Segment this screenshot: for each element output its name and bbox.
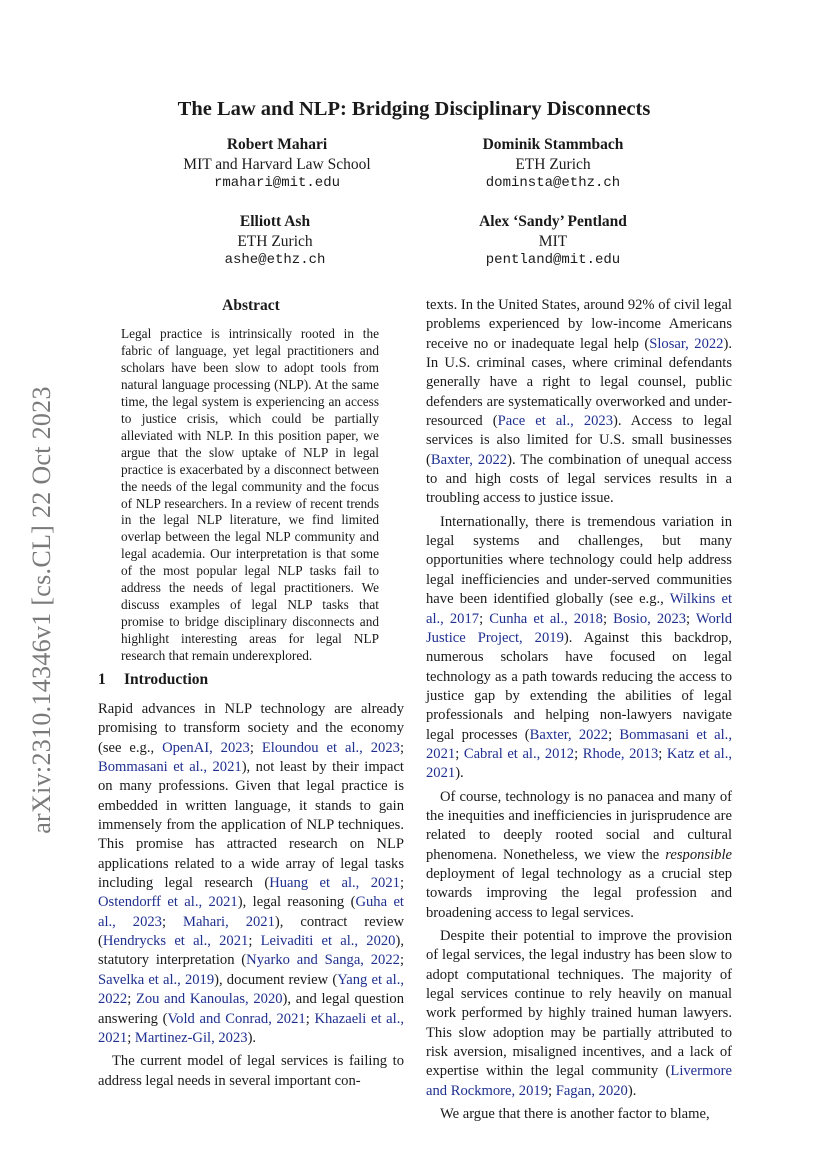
citation-link[interactable]: World Justice Project, 2019 [426,610,733,646]
author-affiliation: ETH Zurich [515,155,591,173]
author-block [127,135,427,194]
section-number: 1 [98,671,106,688]
citation-link[interactable]: OpenAI, 2023 [162,739,250,756]
citation-link[interactable]: Ostendorff et al., 2021 [98,894,238,911]
abstract-text: Legal practice is intrinsically rooted in the fabric of language, yet legal practitioners and scholars have been slow to adopt tools from natural language processing (NLP). At the same time, the legal system is experiencing an access to justice crisis, which could be partially alleviated with NLP. In this position paper, we argue that the slow uptake of NLP in legal practice is exacerbated by a disconnect between the needs of the legal community and the focus of NLP researchers. In a review of recent trends in the legal NLP literature, we find limited overlap between the legal NLP community and legal academia. Our interpretation is that some of the most popular legal NLP tasks fail to address the needs of legal practitioners. We discuss examples of legal NLP tasks that promise to bridge disciplinary disconnects and highlight interesting areas for legal NLP research that remain underexplored. [121,326,379,664]
citation-link[interactable]: Mahari, 2021 [182,913,275,930]
author-affiliation: MIT [538,232,568,250]
author-name: Dominik Stammbach [482,136,624,153]
citation-link[interactable]: Pace et al., 2023 [497,413,614,430]
citation-link[interactable]: Khazaeli et al., 2021 [98,1010,404,1046]
paragraph: Rapid advances in NLP technology are already promising to transform society and the economy (see e.g., OpenAI, 2023; Eloundou et al., 2023; Bommasani et al., 2021), not least by their impact on many professions. Given that legal practice is embedded in written language, it stands to gain immensely from the application of NLP techniques. This promise has attracted research on NLP applications related to a wide array of legal tasks including legal research (Huang et al., 2021; Ostendorff et al., 2021), legal reasoning (Guha et al., 2023; Mahari, 2021), contract review (Hendrycks et al., 2021; Leivaditi et al., 2020), statutory interpretation (Nyarko and Sanga, 2022; Savelka et al., 2019), document review (Yang et al., 2022; Zou and Kanoulas, 2020), and legal question answering (Vold and Conrad, 2021; Khazaeli et al., 2021; Martinez-Gil, 2023). [98,701,405,1046]
author-block [125,212,425,271]
author-email[interactable]: pentland@mit.edu [485,252,621,268]
citation-link[interactable]: Savelka et al., 2019 [98,971,215,988]
citation-link[interactable]: Bommasani et al., 2021 [98,759,242,776]
right-column-body [426,296,732,1124]
citation-link[interactable]: Zou and Kanoulas, 2020 [135,991,283,1008]
citation-link[interactable]: Bosio, 2023 [613,610,687,627]
author-name: Robert Mahari [226,136,328,153]
author-name: Alex ‘Sandy’ Pentland [479,213,627,230]
citation-link[interactable]: Livermore and Rockmore, 2019 [426,1063,732,1099]
citation-link[interactable]: Leivaditi et al., 2020 [260,933,396,950]
citation-link[interactable]: Hendrycks et al., 2021 [102,933,249,950]
citation-link[interactable]: Martinez-Gil, 2023 [134,1029,248,1046]
arxiv-stamp-text: arXiv:2310.14346v1 [cs.CL] 22 Oct 2023 [27,386,56,834]
citation-link[interactable]: Nyarko and Sanga, 2022 [246,952,400,969]
author-name: Elliott Ash [239,213,311,230]
arxiv-stamp [22,360,62,860]
citation-link[interactable]: Vold and Conrad, 2021 [167,1010,306,1027]
citation-link[interactable]: Baxter, 2022 [529,726,609,743]
citation-link[interactable]: Cabral et al., 2012 [463,745,575,762]
section-heading [98,671,398,689]
citation-link[interactable]: Baxter, 2022 [430,451,508,468]
author-affiliation: MIT and Harvard Law School [183,155,371,173]
author-affiliation: ETH Zurich [237,232,313,250]
paragraph: We argue that there is another factor to blame, [440,1106,710,1123]
citation-link[interactable]: Slosar, 2022 [649,335,724,352]
paragraph: Despite their potential to improve the provision of legal services, the legal industry has been slow to adopt computational techniques. The majority of legal services continue to rely heavily on manual work performed by highly trained human lawyers. This slow adoption may be partially attributed to risk aversion, misaligned incentives, and a lack of expertise within the legal community (Livermore and Rockmore, 2019; Fagan, 2020). [426,928,732,1099]
author-email[interactable]: rmahari@mit.edu [213,175,341,191]
paper-title: The Law and NLP: Bridging Disciplinary Disconnects [177,98,651,120]
emphasis: responsible [665,846,732,863]
author-block [403,212,703,271]
author-email[interactable]: dominsta@ethz.ch [485,175,621,191]
citation-link[interactable]: Fagan, 2020 [555,1082,628,1099]
paragraph: The current model of legal services is failing to address legal needs in several important con- [98,1053,404,1089]
citation-link[interactable]: Yang et al., 2022 [98,971,404,1008]
author-email[interactable]: ashe@ethz.ch [224,252,326,268]
citation-link[interactable]: Guha et al., 2023 [98,894,404,930]
citation-link[interactable]: Rhode, 2013 [582,745,659,762]
abstract-heading: Abstract [222,297,280,314]
citation-link[interactable]: Cunha et al., 2018 [489,610,603,627]
left-column-body [98,700,404,1091]
citation-link[interactable]: Wilkins et al., 2017 [426,591,732,627]
section-title: Introduction [124,671,209,688]
author-block [403,135,703,194]
paragraph: texts. In the United States, around 92% of civil legal problems experienced by low-income Americans receive no or inadequate legal help (Slosar, 2022). In U.S. criminal cases, where criminal defendants generally have a right to legal counsel, public defenders are systematically overworked and under-resourced (Pace et al., 2023). Access to legal services is also limited for U.S. small businesses (Baxter, 2022). The combination of unequal access to and high costs of legal services results in a troubling access to justice issue. [426,297,732,507]
citation-link[interactable]: Huang et al., 2021 [269,875,400,892]
paragraph: Of course, technology is no panacea and many of the inequities and inefficiencies in jurisprudence are related to deeply rooted social and cultural phenomena. Nonetheless, we view the responsible deployment of legal technology as a crucial step towards improving the legal profession and broadening access to legal services. [426,788,732,921]
citation-link[interactable]: Eloundou et al., 2023 [261,739,400,756]
paragraph: Internationally, there is tremendous variation in legal systems and challenges, but many opportunities where technology could help address legal inefficiencies and under-served communities have been identified globally (see e.g., Wilkins et al., 2017; Cunha et al., 2018; Bosio, 2023; World Justice Project, 2019). Against this backdrop, numerous scholars have focused on legal technology as a path towards reducing the access to justice gap by extending the abilities of legal professionals and helping non-lawyers navigate legal processes (Baxter, 2022; Bommasani et al., 2021; Cabral et al., 2012; Rhode, 2013; Katz et al., 2021). [426,513,733,782]
citation-link[interactable]: Bommasani et al., 2021 [426,726,732,762]
citation-link[interactable]: Katz et al., 2021 [426,745,733,782]
